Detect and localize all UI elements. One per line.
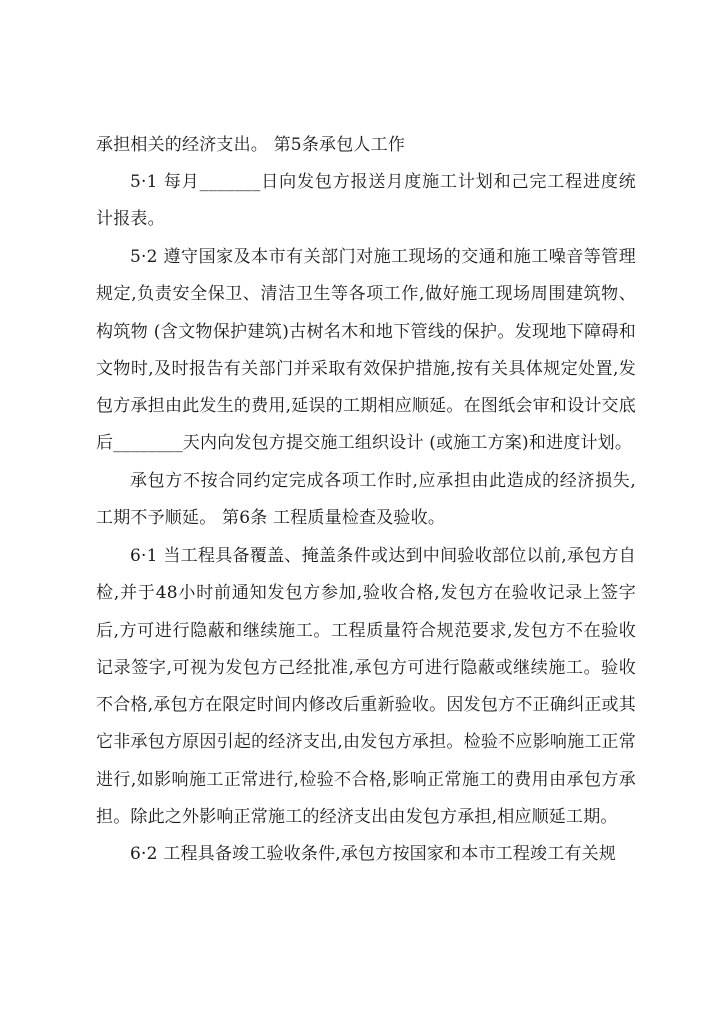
paragraph-6-2: 6·2 工程具备竣工验收条件,承包方按国家和本市工程竣工有关规 — [130, 844, 617, 864]
paragraph-continuation: 承担相关的经济支出。 第5条承包人工作 — [96, 135, 406, 155]
paragraph-5-2: 5·2 遵守国家及本市有关部门对施工现场的交通和施工噪音等管理规定,负责安全保卫、清洁卫生等各项工作,做好施工现场周围建筑物、构筑物 (含文物保护建筑)古树名木和地下管线的保护。发现地下障碍和文物时,及时报告有关部门并采取有效保护措施,按有关具体规定处置,发包方承担由此发生的费用,延误的工期相应顺延。在图纸会审和设计交底后________天内向发包方提交施工组织设计 (或施工方案)和进度计划。 — [96, 247, 636, 454]
paragraph-contractor-liability: 承包方不按合同约定完成各项工作时,应承担由此造成的经济损失,工期不予顺延。 第6条 工程质量检查及验收。 — [96, 471, 636, 529]
paragraph-6-1: 6·1 当工程具备覆盖、掩盖条件或达到中间验收部位以前,承包方自检,并于48小时前通知发包方参加,验收合格,发包方在验收记录上签字后,方可进行隐蔽和继续施工。工程质量符合规范要求,发包方不在验收记录签字,可视为发包方己经批准,承包方可进行隐蔽或继续施工。验收不合格,承包方在限定时间内修改后重新验收。因发包方不正确纠正或其它非承包方原因引起的经济支出,由发包方承担。检验不应影响施工正常进行,如影响施工正常进行,检验不合格,影响正常施工的费用由承包方承担。除此之外影响正常施工的经济支出由发包方承担,相应顺延工期。 — [96, 546, 636, 828]
paragraph-5-1: 5·1 每月_______日向发包方报送月度施工计划和己完工程进度统计报表。 — [96, 172, 636, 230]
